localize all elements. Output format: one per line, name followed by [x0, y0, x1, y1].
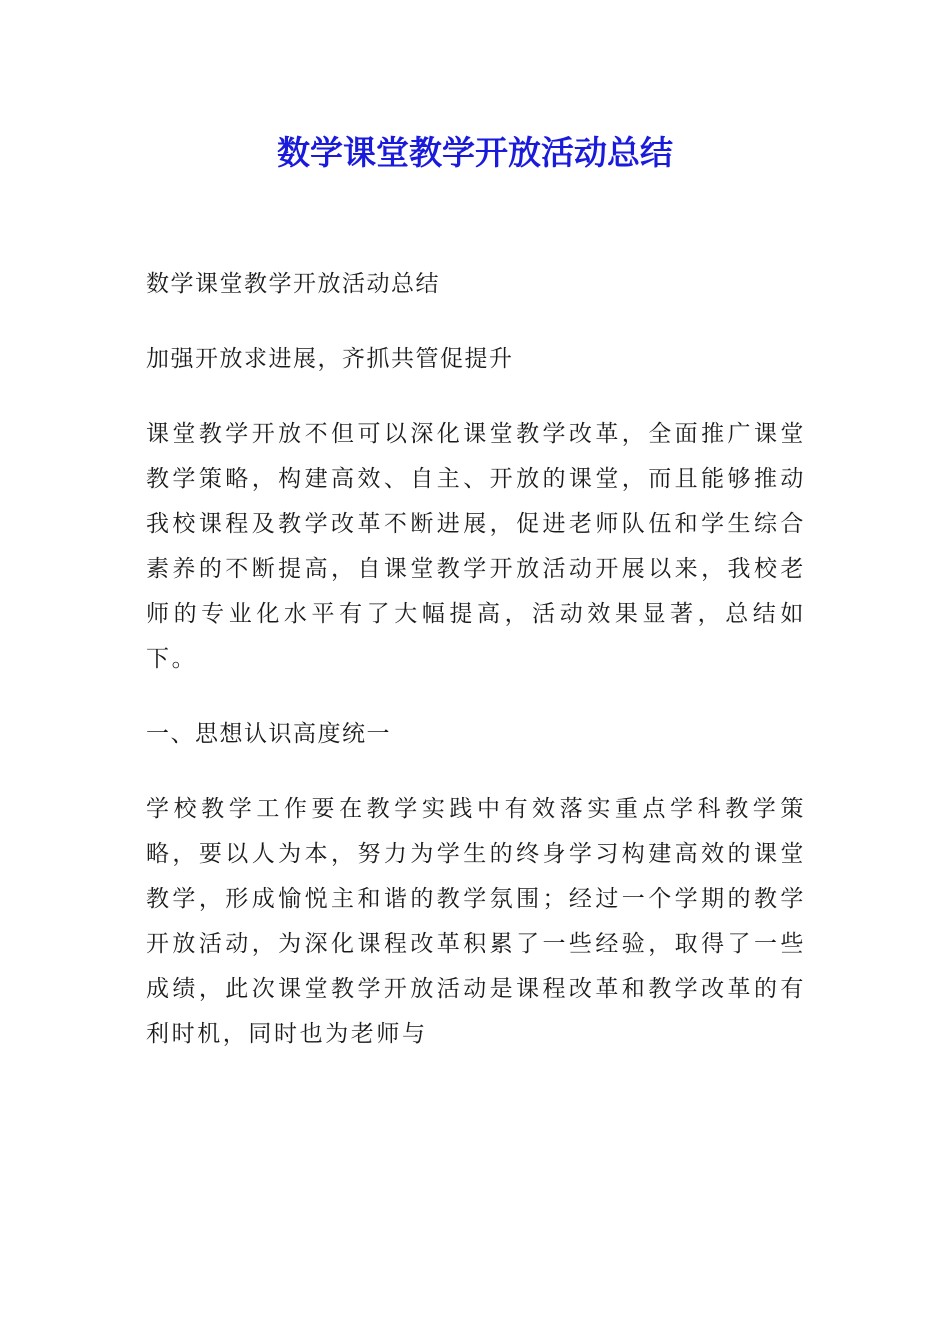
paragraph-subtitle: 数学课堂教学开放活动总结	[146, 271, 440, 297]
paragraph-section-1: 学校教学工作要在教学实践中有效落实重点学科教学策略，要以人为本，努力为学生的终身学习构建高效的课堂教学，形成愉悦主和谐的教学氛围；经过一个学期的教学开放活动，为深化课程改革积累了一些经验，取得了一些成绩，此次课堂教学开放活动是课程改革和教学改革的有利时机，同时也为老师与	[146, 796, 806, 1047]
document-body	[146, 262, 806, 1087]
paragraph-intro: 课堂教学开放不但可以深化课堂教学改革，全面推广课堂教学策略，构建高效、自主、开放的课堂，而且能够推动我校课程及教学改革不断进展，促进老师队伍和学生综合素养的不断提高，自课堂教学开放活动开展以来，我校老师的专业化水平有了大幅提高，活动效果显著，总结如下。	[146, 421, 806, 672]
document-title: 数学课堂教学开放活动总结	[277, 133, 673, 172]
section-heading-1: 一、思想认识高度统一	[146, 721, 391, 747]
paragraph-slogan: 加强开放求进展，齐抓共管促提升	[146, 346, 514, 372]
